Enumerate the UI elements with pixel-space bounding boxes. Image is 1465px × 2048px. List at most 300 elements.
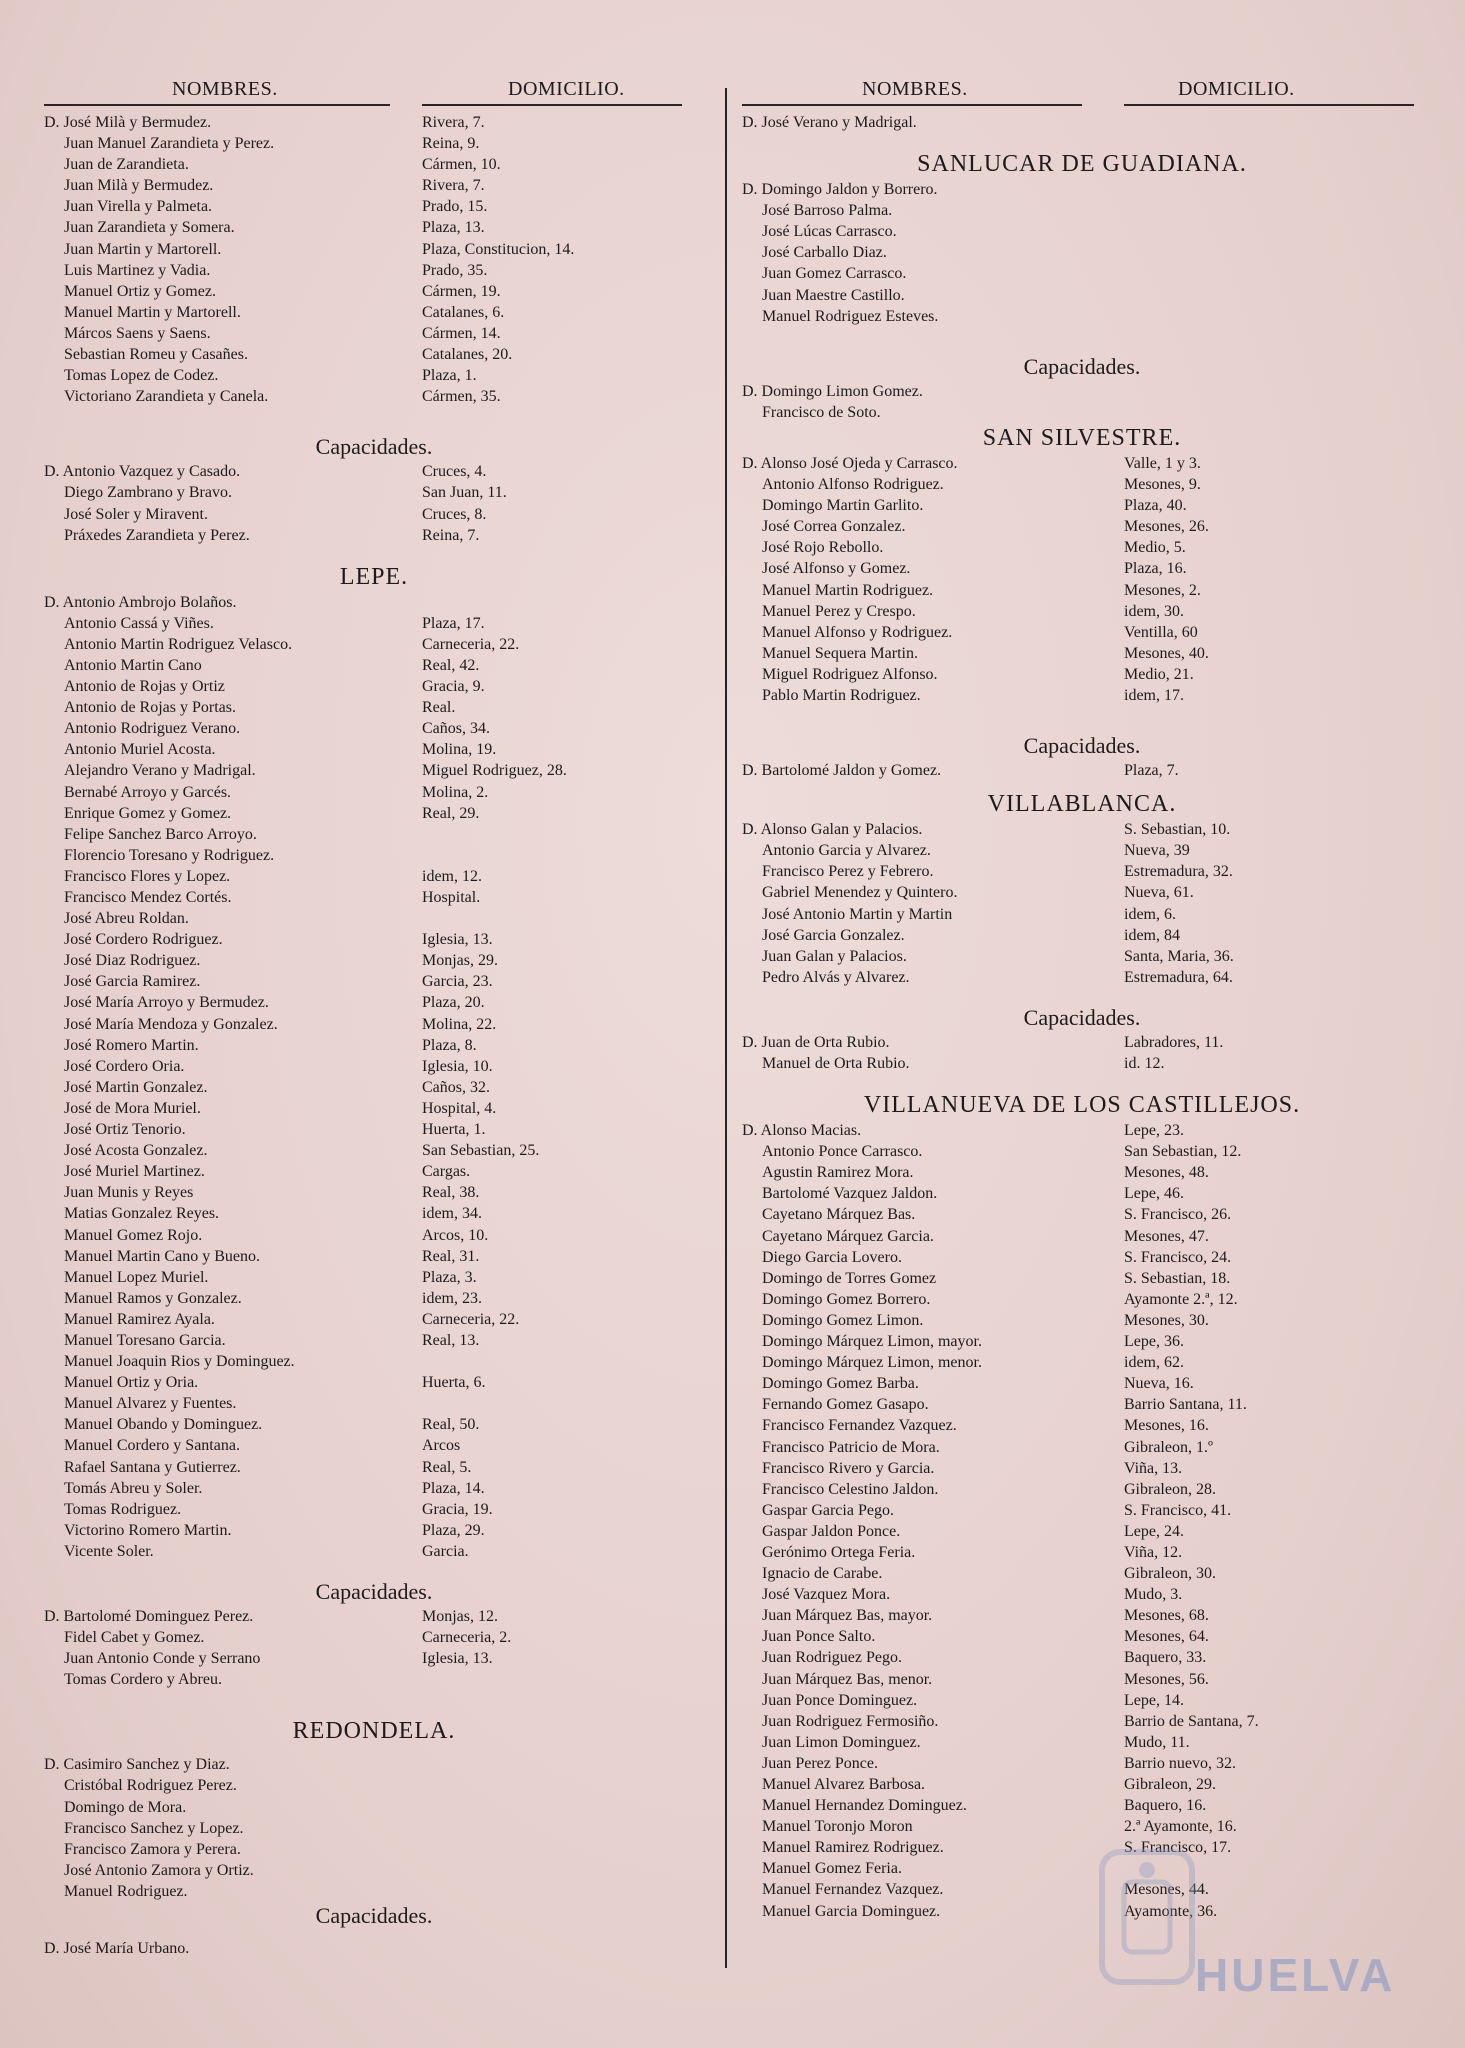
list-item <box>44 782 704 803</box>
list-item <box>44 1775 704 1796</box>
left-names-rule <box>44 104 390 106</box>
list-item <box>44 866 704 887</box>
list-item <box>44 1372 704 1393</box>
elector-address: Mesones, 30. <box>1124 1311 1209 1329</box>
list-item <box>44 1818 704 1839</box>
elector-address: Mesones, 47. <box>1124 1227 1209 1245</box>
elector-name: Gaspar Garcia Pego. <box>762 1501 894 1519</box>
list-item <box>44 323 704 344</box>
spacer <box>44 1746 704 1754</box>
elector-name: José María Mendoza y Gonzalez. <box>64 1015 278 1033</box>
elector-address: Barrio Santana, 11. <box>1124 1396 1247 1414</box>
elector-name: Alejandro Verano y Madrigal. <box>64 762 256 780</box>
list-item <box>44 1797 704 1818</box>
section-heading: VILLANUEVA DE LOS CASTILLEJOS. <box>863 1092 1301 1119</box>
list-item <box>44 133 704 154</box>
list-item <box>742 1162 1422 1183</box>
elector-name: Juan Ponce Dominguez. <box>762 1691 918 1709</box>
list-item <box>742 1352 1422 1373</box>
list-item <box>44 929 704 950</box>
elector-address: Gibraleon, 29. <box>1124 1776 1216 1793</box>
elector-name: Manuel Ortiz y Gomez. <box>64 282 216 300</box>
list-item <box>742 179 1422 200</box>
elector-name: Manuel Ramirez Rodriguez. <box>762 1839 944 1857</box>
capacidades-heading: Capacidades. <box>1023 353 1141 379</box>
spacer <box>742 327 1422 353</box>
elector-address: Gibraleon, 1.º <box>1124 1438 1213 1456</box>
elector-name: Manuel Ramirez Ayala. <box>64 1310 215 1328</box>
list-item <box>44 634 704 655</box>
elector-name: José María Arroyo y Bermudez. <box>64 994 269 1012</box>
list-item <box>742 1032 1422 1053</box>
elector-address: Plaza, 40. <box>1124 497 1187 515</box>
elector-address: Estremadura, 64. <box>1124 968 1233 986</box>
elector-name: Domingo Gomez Barba. <box>762 1375 919 1393</box>
elector-name: Tomas Lopez de Codez. <box>64 367 219 385</box>
elector-address: Ayamonte 2.ª, 12. <box>1124 1290 1238 1308</box>
elector-name: Francisco Sanchez y Lopez. <box>64 1819 244 1837</box>
elector-name: José Diaz Rodriguez. <box>64 952 201 970</box>
elector-name: Manuel Gomez Feria. <box>762 1860 902 1878</box>
list-item <box>742 1226 1422 1247</box>
elector-address: San Juan, 11. <box>422 484 507 502</box>
elector-name: José Abreu Roldan. <box>64 910 189 928</box>
list-item <box>742 1331 1422 1352</box>
elector-name: Cayetano Márquez Bas. <box>762 1206 916 1224</box>
elector-name: Francisco de Soto. <box>762 403 881 421</box>
list-item <box>44 196 704 217</box>
elector-name: Bartolomé Vazquez Jaldon. <box>762 1185 938 1203</box>
left-domicilio-rule <box>422 104 682 106</box>
elector-name: Manuel Cordero y Santana. <box>64 1437 240 1455</box>
section-heading: SAN SILVESTRE. <box>982 424 1182 451</box>
elector-name: José Cordero Rodriguez. <box>64 931 223 949</box>
section-heading: REDONDELA. <box>292 1718 456 1745</box>
left-header <box>44 78 704 112</box>
elector-name: Juan Virella y Palmeta. <box>64 198 213 216</box>
list-item <box>742 840 1422 861</box>
elector-address: Carneceria, 2. <box>422 1629 512 1647</box>
elector-address: Catalanes, 6. <box>422 303 505 321</box>
elector-name: Gerónimo Ortega Feria. <box>762 1543 916 1561</box>
elector-name: Juan de Zarandieta. <box>64 156 189 174</box>
elector-name: D. Bartolomé Jaldon y Gomez. <box>742 762 942 780</box>
elector-address: Barrio de Santana, 7. <box>1124 1712 1259 1730</box>
elector-address: Cármen, 19. <box>422 282 501 300</box>
elector-name: Domingo de Mora. <box>64 1798 187 1816</box>
elector-address: Carneceria, 22. <box>422 1310 520 1328</box>
elector-name: Antonio de Rojas y Portas. <box>64 699 236 717</box>
elector-name: Matias Gonzalez Reyes. <box>64 1205 220 1223</box>
elector-name: Francisco Patricio de Mora. <box>762 1438 940 1456</box>
elector-address: Lepe, 14. <box>1124 1691 1184 1709</box>
list-item <box>742 558 1422 579</box>
elector-address: Prado, 15. <box>422 198 488 216</box>
list-item <box>742 1458 1422 1479</box>
elector-address: Plaza, 14. <box>422 1479 485 1497</box>
elector-name: Bernabé Arroyo y Garcés. <box>64 783 232 801</box>
list-item <box>44 1351 704 1372</box>
elector-address: Baquero, 16. <box>1124 1797 1207 1815</box>
spacer <box>44 407 704 433</box>
list-item <box>44 1077 704 1098</box>
elector-name: D. Juan de Orta Rubio. <box>742 1033 890 1051</box>
elector-address: Valle, 1 y 3. <box>1124 454 1201 472</box>
list-item <box>742 1647 1422 1668</box>
list-item <box>742 1415 1422 1436</box>
list-item <box>742 112 1422 133</box>
list-item <box>742 1289 1422 1310</box>
elector-address: Plaza, 3. <box>422 1268 477 1286</box>
elector-address: Plaza, 16. <box>1124 560 1187 578</box>
list-item <box>742 453 1422 474</box>
column-divider <box>725 88 727 1968</box>
elector-name: José Garcia Gonzalez. <box>762 926 905 944</box>
list-item <box>742 1310 1422 1331</box>
list-item <box>44 1938 704 1959</box>
spacer <box>742 133 1422 149</box>
list-item <box>44 217 704 238</box>
list-item <box>742 221 1422 242</box>
elector-name: Domingo Márquez Limon, menor. <box>762 1354 982 1372</box>
list-item <box>44 592 704 613</box>
list-item <box>742 1394 1422 1415</box>
elector-address: San Sebastian, 25. <box>422 1142 540 1160</box>
elector-address: Iglesia, 10. <box>422 1057 493 1075</box>
list-item <box>44 739 704 760</box>
list-item <box>44 1881 704 1902</box>
capacidades-heading: Capacidades. <box>1023 733 1141 759</box>
list-item <box>742 1542 1422 1563</box>
list-item <box>44 1627 704 1648</box>
list-item <box>44 1499 704 1520</box>
spacer <box>44 1690 704 1716</box>
elector-address: Cármen, 14. <box>422 324 501 342</box>
elector-address: Medio, 21. <box>1124 665 1194 683</box>
elector-address: Cargas. <box>422 1163 471 1181</box>
elector-address: Mesones, 26. <box>1124 518 1209 536</box>
elector-name: Manuel Martin Cano y Bueno. <box>64 1247 260 1265</box>
list-item <box>44 112 704 133</box>
elector-name: Juan Antonio Conde y Serrano <box>64 1650 261 1668</box>
elector-name: José Soler y Miravent. <box>64 505 208 523</box>
elector-address: Carneceria, 22. <box>422 635 520 653</box>
section-heading: SANLUCAR DE GUADIANA. <box>917 151 1247 178</box>
left-column <box>44 78 704 1959</box>
elector-name: Francisco Zamora y Perera. <box>64 1840 241 1858</box>
elector-address: Plaza, 13. <box>422 219 485 237</box>
elector-address: Reina, 7. <box>422 526 480 544</box>
elector-name: Antonio Rodriguez Verano. <box>64 720 241 738</box>
elector-address: Mesones, 68. <box>1124 1607 1209 1625</box>
elector-name: Antonio Martin Cano <box>64 656 202 674</box>
elector-name: José Lúcas Carrasco. <box>762 223 897 241</box>
list-item <box>44 1182 704 1203</box>
elector-name: Gaspar Jaldon Ponce. <box>762 1522 901 1540</box>
list-item <box>44 1435 704 1456</box>
elector-name: Manuel Alfonso y Rodriguez. <box>762 623 953 641</box>
elector-name: Francisco Flores y Lopez. <box>64 867 231 885</box>
elector-name: José Acosta Gonzalez. <box>64 1142 208 1160</box>
list-item <box>44 1414 704 1435</box>
list-item <box>44 1119 704 1140</box>
list-item <box>44 760 704 781</box>
right-header <box>742 78 1422 112</box>
list-item <box>44 697 704 718</box>
list-item <box>44 803 704 824</box>
elector-name: Pedro Alvás y Alvarez. <box>762 968 910 986</box>
elector-address: Iglesia, 13. <box>422 931 493 949</box>
elector-address: Estremadura, 32. <box>1124 863 1233 881</box>
elector-name: Márcos Saens y Saens. <box>64 324 211 342</box>
elector-address: Real, 5. <box>422 1458 472 1476</box>
elector-name: Antonio Ponce Carrasco. <box>762 1143 923 1161</box>
spacer <box>742 781 1422 789</box>
elector-name: José Garcia Ramirez. <box>64 973 201 991</box>
list-item <box>742 1711 1422 1732</box>
list-item <box>742 200 1422 221</box>
elector-address: 2.ª Ayamonte, 16. <box>1124 1818 1237 1836</box>
elector-name: Pablo Martin Rodriguez. <box>762 686 921 704</box>
elector-name: D. José Milà y Bermudez. <box>44 114 212 131</box>
elector-name: Francisco Mendez Cortés. <box>64 889 232 906</box>
elector-name: José Rojo Rebollo. <box>762 539 884 557</box>
elector-name: D. Domingo Limon Gomez. <box>742 382 923 400</box>
elector-name: Manuel Obando y Dominguez. <box>64 1416 263 1434</box>
elector-name: Juan Gomez Carrasco. <box>762 265 907 283</box>
elector-name: D. Alonso Galan y Palacios. <box>742 821 923 839</box>
elector-address: idem, 6. <box>1124 905 1176 923</box>
elector-name: Manuel de Orta Rubio. <box>762 1055 910 1072</box>
list-item <box>44 845 704 866</box>
list-item <box>44 1839 704 1860</box>
elector-address: Cármen, 10. <box>422 156 501 174</box>
list-item <box>742 946 1422 967</box>
elector-name: Juan Manuel Zarandieta y Perez. <box>64 135 275 153</box>
elector-name: D. José María Urbano. <box>44 1940 190 1958</box>
list-item <box>742 1120 1422 1141</box>
list-item <box>742 1669 1422 1690</box>
elector-address: Lepe, 23. <box>1124 1122 1184 1140</box>
list-item <box>44 908 704 929</box>
elector-name: Manuel Sequera Martin. <box>762 644 918 662</box>
list-item <box>742 1373 1422 1394</box>
elector-name: Domingo Martin Garlito. <box>762 497 924 515</box>
elector-name: Felipe Sanchez Barco Arroyo. <box>64 825 257 843</box>
elector-address: Mesones, 2. <box>1124 581 1201 599</box>
elector-address: Viña, 13. <box>1124 1459 1183 1477</box>
elector-name: José Cordero Oria. <box>64 1057 185 1075</box>
list-item <box>44 1520 704 1541</box>
list-item <box>742 1816 1422 1837</box>
elector-name: D. Alonso Macias. <box>742 1122 862 1140</box>
section-heading: VILLABLANCA. <box>987 791 1177 818</box>
elector-name: José Martin Gonzalez. <box>64 1078 208 1096</box>
list-item <box>742 882 1422 903</box>
elector-address: Rivera, 7. <box>422 114 485 131</box>
elector-address: Rivera, 7. <box>422 177 485 195</box>
elector-name: Fernando Gomez Gasapo. <box>762 1396 929 1414</box>
elector-address: Lepe, 24. <box>1124 1522 1184 1540</box>
elector-name: Miguel Rodriguez Alfonso. <box>762 665 938 683</box>
elector-address: Nueva, 16. <box>1124 1375 1194 1393</box>
list-item <box>742 1584 1422 1605</box>
list-item <box>742 1437 1422 1458</box>
elector-name: Enrique Gomez y Gomez. <box>64 804 232 822</box>
spacer <box>742 706 1422 732</box>
list-item <box>44 344 704 365</box>
elector-address: Cruces, 4. <box>422 463 487 481</box>
elector-address: Santa, Maria, 36. <box>1124 947 1234 965</box>
elector-name: Manuel Perez y Crespo. <box>762 602 916 620</box>
list-item <box>44 1478 704 1499</box>
elector-name: Diego Zambrano y Bravo. <box>64 484 232 502</box>
elector-name: José Alfonso y Gomez. <box>762 560 911 578</box>
elector-address: Lepe, 36. <box>1124 1333 1184 1351</box>
list-item <box>44 824 704 845</box>
elector-name: D. José Verano y Madrigal. <box>742 114 917 131</box>
elector-address: Mesones, 40. <box>1124 644 1209 662</box>
elector-address: Plaza, 8. <box>422 1036 477 1054</box>
elector-name: José Vazquez Mora. <box>762 1586 891 1604</box>
elector-address: Real, 13. <box>422 1331 480 1349</box>
elector-address: Real, 38. <box>422 1184 480 1202</box>
elector-address: Real, 42. <box>422 656 480 674</box>
elector-name: Juan Galan y Palacios. <box>762 947 907 965</box>
elector-address: Mudo, 11. <box>1124 1733 1190 1751</box>
list-item <box>742 516 1422 537</box>
elector-address: Nueva, 39 <box>1124 842 1190 860</box>
spacer <box>44 1930 704 1938</box>
elector-name: Manuel Rodriguez. <box>64 1882 188 1900</box>
elector-name: Manuel Ramos y Gonzalez. <box>64 1289 242 1307</box>
list-item <box>742 381 1422 402</box>
list-item <box>44 971 704 992</box>
elector-name: Práxedes Zarandieta y Perez. <box>64 526 250 544</box>
list-item <box>742 1479 1422 1500</box>
list-item <box>44 239 704 260</box>
elector-address: idem, 34. <box>422 1205 482 1223</box>
list-item <box>742 1053 1422 1074</box>
elector-name: Manuel Lopez Muriel. <box>64 1268 209 1286</box>
list-item <box>44 1035 704 1056</box>
elector-name: Domingo Márquez Limon, mayor. <box>762 1333 982 1351</box>
elector-name: José Correa Gonzalez. <box>762 518 906 536</box>
elector-name: Antonio Garcia y Alvarez. <box>762 842 931 860</box>
elector-address: S. Sebastian, 18. <box>1124 1269 1231 1287</box>
elector-address: Mesones, 9. <box>1124 476 1201 494</box>
elector-name: Agustin Ramirez Mora. <box>762 1164 914 1182</box>
list-item <box>44 281 704 302</box>
list-item <box>742 967 1422 988</box>
elector-address: Mesones, 16. <box>1124 1417 1209 1435</box>
elector-name: Gabriel Menendez y Quintero. <box>762 884 958 902</box>
elector-name: Manuel Toresano Garcia. <box>64 1331 226 1349</box>
elector-address: Real, 31. <box>422 1247 480 1265</box>
list-item <box>44 1246 704 1267</box>
capacidades-heading: Capacidades. <box>315 1903 433 1929</box>
list-item <box>742 474 1422 495</box>
elector-name: Diego Garcia Lovero. <box>762 1248 902 1266</box>
elector-address: Gibraleon, 30. <box>1124 1565 1216 1583</box>
right-names-heading: NOMBRES. <box>862 78 968 100</box>
elector-name: Francisco Fernandez Vazquez. <box>762 1417 957 1435</box>
elector-name: José Romero Martin. <box>64 1036 199 1054</box>
elector-name: Domingo Gomez Borrero. <box>762 1290 931 1308</box>
elector-name: D. Antonio Vazquez y Casado. <box>44 463 241 481</box>
elector-name: Manuel Ortiz y Oria. <box>64 1374 199 1392</box>
elector-name: Juan Munis y Reyes <box>64 1184 194 1202</box>
elector-address: Arcos, 10. <box>422 1226 489 1244</box>
elector-address: Plaza, 7. <box>1124 762 1179 780</box>
elector-name: Victoriano Zarandieta y Canela. <box>64 388 269 406</box>
list-item <box>742 1626 1422 1647</box>
elector-address: Mesones, 48. <box>1124 1164 1209 1182</box>
left-names-heading: NOMBRES. <box>172 78 278 100</box>
list-item <box>44 1541 704 1562</box>
elector-name: Francisco Perez y Febrero. <box>762 863 934 881</box>
list-item <box>44 302 704 323</box>
elector-name: Juan Martin y Martorell. <box>64 240 222 258</box>
capacidades-heading: Capacidades. <box>315 434 433 460</box>
elector-name: José Barroso Palma. <box>762 202 893 220</box>
list-item <box>44 1860 704 1881</box>
elector-address: Ayamonte, 36. <box>1124 1902 1218 1920</box>
elector-address: idem, 62. <box>1124 1354 1184 1372</box>
elector-address: idem, 12. <box>422 867 482 885</box>
elector-address: Hospital. <box>422 889 481 906</box>
list-item <box>44 154 704 175</box>
list-item <box>742 1204 1422 1225</box>
elector-address: Cármen, 35. <box>422 388 501 406</box>
list-item <box>742 601 1422 622</box>
elector-address: Plaza, 1. <box>422 367 477 385</box>
list-item <box>44 1098 704 1119</box>
list-item <box>44 1393 704 1414</box>
elector-name: Manuel Gomez Rojo. <box>64 1226 203 1244</box>
list-item <box>742 1500 1422 1521</box>
elector-address: Viña, 12. <box>1124 1543 1183 1561</box>
elector-name: Manuel Martin y Martorell. <box>64 303 241 321</box>
list-item <box>44 1140 704 1161</box>
elector-address: S. Francisco, 24. <box>1124 1248 1232 1266</box>
elector-address: Plaza, 29. <box>422 1521 485 1539</box>
elector-address: Lepe, 46. <box>1124 1185 1184 1203</box>
list-item <box>44 482 704 503</box>
elector-name: Juan Márquez Bas, mayor. <box>762 1607 933 1625</box>
elector-name: Domingo Gomez Limon. <box>762 1311 924 1329</box>
elector-address: Cruces, 8. <box>422 505 487 523</box>
elector-name: Tomas Cordero y Abreu. <box>64 1671 222 1689</box>
elector-name: Manuel Joaquin Rios y Dominguez. <box>64 1353 295 1371</box>
elector-name: Manuel Alvarez y Fuentes. <box>64 1395 237 1413</box>
elector-address: Labradores, 11. <box>1124 1033 1224 1051</box>
elector-name: Juan Maestre Castillo. <box>762 286 905 304</box>
elector-name: Cayetano Márquez Garcia. <box>762 1227 934 1245</box>
elector-name: Domingo de Torres Gomez <box>762 1269 937 1287</box>
elector-address: Caños, 34. <box>422 720 490 738</box>
elector-name: Juan Márquez Bas, menor. <box>762 1670 933 1688</box>
elector-name: Tomas Rodriguez. <box>64 1500 182 1518</box>
elector-name: Luis Martinez y Vadia. <box>64 261 211 279</box>
elector-address: S. Francisco, 17. <box>1124 1839 1232 1857</box>
list-item <box>742 1732 1422 1753</box>
elector-address: Huerta, 6. <box>422 1374 486 1392</box>
list-item <box>742 643 1422 664</box>
list-item <box>742 819 1422 840</box>
elector-address: Real, 29. <box>422 804 480 822</box>
elector-address: Garcia. <box>422 1542 469 1560</box>
